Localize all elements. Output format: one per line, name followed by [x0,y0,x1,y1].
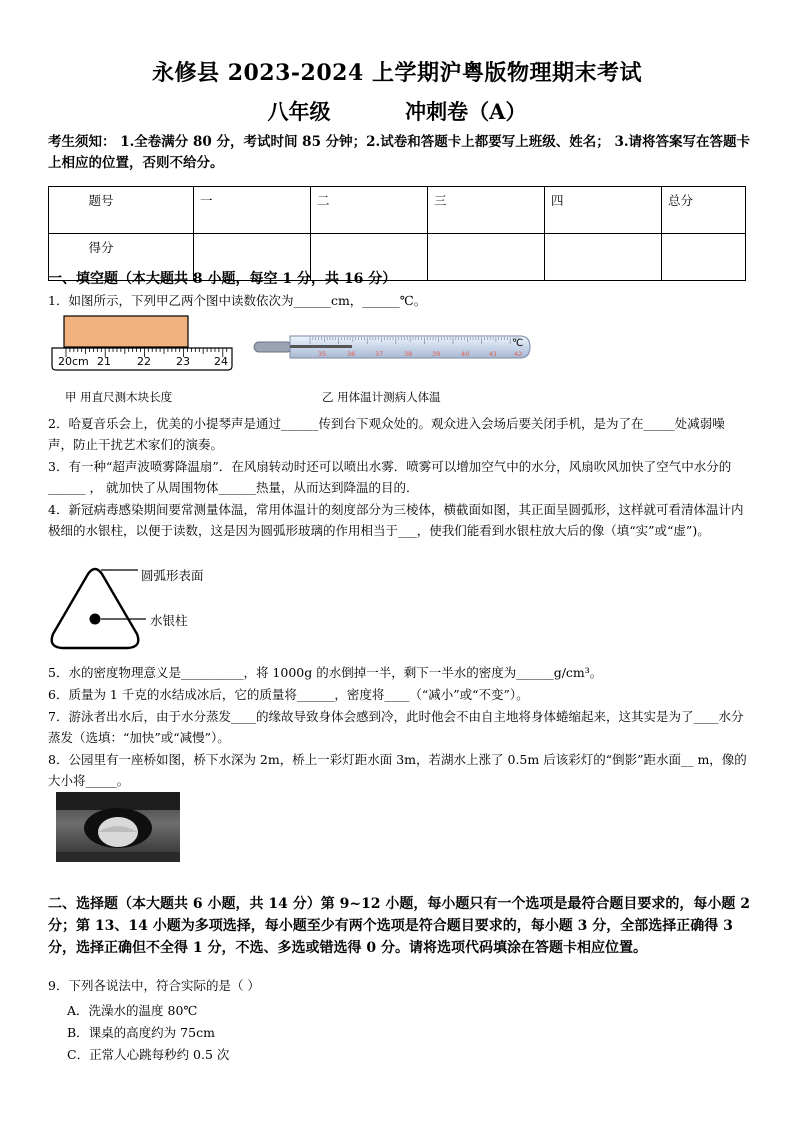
thermo-tick-label: 35 [318,350,327,358]
question-2: 2．哈夏音乐会上，优美的小提琴声是通过______传到台下观众处的。观众进入会场后要关闭手机，是为了在_____处减弱噪声，防止干扰艺术家们的演奏。 [48,416,725,452]
mercury-column-label: 水银柱 [150,613,188,628]
thermo-unit: ℃ [512,338,524,349]
thermometer-figure [250,332,534,362]
thermo-tick-label: 38 [404,350,413,358]
exam-title: 永修县 2023-2024 上学期沪粤版物理期末考试 [152,60,642,86]
exam-subtitle [0,96,794,126]
section1-heading: 一、填空题（本大题共 8 小题，每空 1 分，共 16 分） [48,271,397,287]
score-cell: 二 [311,187,428,234]
thermo-tick-label: 36 [347,350,356,358]
thermo-tick-label: 40 [461,350,470,358]
score-cell: 一 [194,187,311,234]
thermo-tick-label: 37 [375,350,384,358]
score-cell: 总分 [662,187,746,234]
score-table-header-row [49,187,746,234]
score-cell: 三 [428,187,545,234]
score-table [48,186,746,281]
question-7: 7．游泳者出水后，由于水分蒸发____的缘故导致身体会感到冷，此时他会不由自主地将身体蜷缩起来，这其实是为了____水分蒸发（选填：“加快”或“减慢”）。 [48,709,744,745]
ruler-tick-label: 23 [176,355,190,368]
score-cell [428,234,545,281]
question-8: 8．公园里有一座桥如图，桥下水深为 2m，桥上一彩灯距水面 3m，若湖水上涨了 0.5m 后该彩灯的“倒影”距水面__ m，像的大小将_____。 [48,752,747,788]
question-1: 1．如图所示，下列甲乙两个图中读数依次为______cm，______℃。 [48,293,427,308]
thermo-tick-label: 39 [432,350,441,358]
option-c: C．正常人心跳每秒约 0.5 次 [67,1047,230,1062]
question-5: 5．水的密度物理意义是__________，将 1000g 的水倒掉一半，剩下一半水的密度为______g/cm³。 [48,665,603,680]
thermo-tick-label: 41 [489,350,498,358]
exam-notice: 考生须知： 1.全卷满分 80 分，考试时间 85 分钟；2.试卷和答题卡上都要写上班级、姓名； 3.请将答案写在答题卡上相应的位置，否则不给分。 [48,134,751,171]
question-3: 3．有一种“超声波喷雾降温扇”．在风扇转动时还可以喷出水雾．喷雾可以增加空气中的水分，风扇吹风加快了空气中水分的______ ， 就加快了从周围物体______热量，从而达到降温的目的． [48,459,732,495]
question-6: 6．质量为 1 千克的水结成冰后，它的质量将______，密度将____（“减小”或“不变”）。 [48,687,529,702]
score-cell [662,234,746,281]
option-a: A．洗澡水的温度 80℃ [67,1003,198,1018]
arc-surface-label: 圆弧形表面 [141,568,204,583]
question-9: 9．下列各说法中，符合实际的是（ ） [48,978,260,993]
thermometer-caption: 乙 用体温计测病人体温 [322,390,441,404]
thermo-tick-label: 42 [514,350,523,358]
score-cell: 题号 [49,187,194,234]
ruler-tick-label: 21 [97,355,111,368]
ruler-caption: 甲 用直尺测木块长度 [65,390,173,404]
score-cell: 四 [545,187,662,234]
ruler-figure [48,312,236,374]
bridge-photo [56,792,180,862]
section2-heading: 二、选择题（本大题共 6 小题，共 14 分）第 9~12 小题，每小题只有一个选项是最符合题目要求的，每小题 2 分；第 13、14 小题为多项选择，每小题至少有两个选项是符合题目要求的，每小题 3 分，全部选择正确得 3 分，选择正确但不全得 1 分，不选、多选或错选得 0 分。请将选项代码填涂在答题卡相应位置。 [48,896,751,956]
score-cell [545,234,662,281]
score-cell: 得分 [49,234,194,281]
ruler-tick-label: 24 [214,355,228,368]
ruler-tick-label: 22 [137,355,151,368]
option-b: B．课桌的高度约为 75cm [67,1025,215,1040]
question-4: 4．新冠病毒感染期间要常测量体温，常用体温计的刻度部分为三棱体，横截面如图，其正面呈圆弧形，这样就可看清体温计内极细的水银柱，以便于读数，这是因为圆弧形玻璃的作用相当于___，使我们能看到水银柱放大后的像（填“实”或“虚”)。 [48,502,744,538]
paper-label: 冲刺卷（A） [405,99,527,124]
ruler-tick-label: 20cm [58,355,89,368]
grade-label: 八年级 [267,99,331,124]
